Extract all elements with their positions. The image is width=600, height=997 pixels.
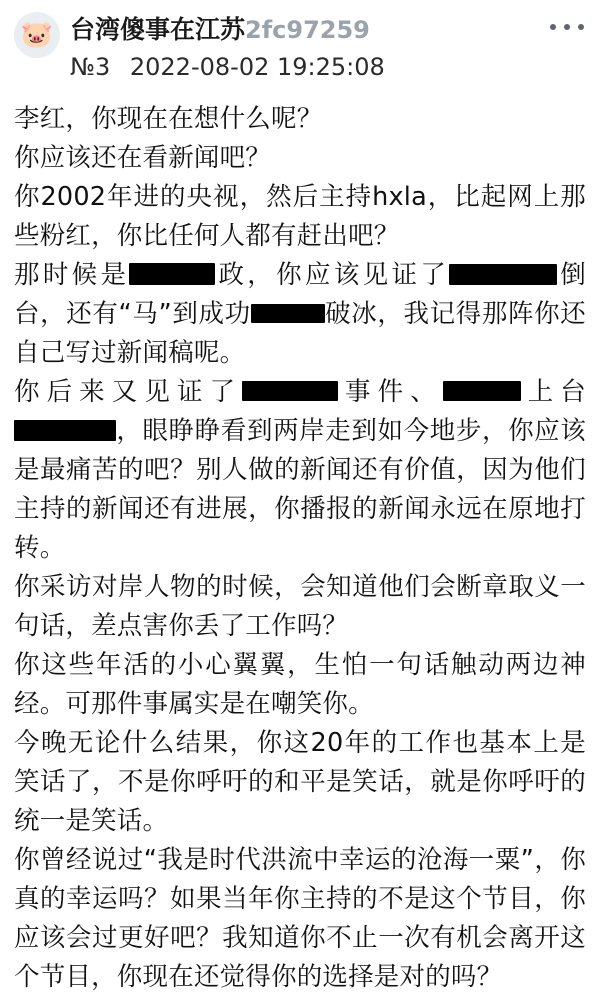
post-paragraph: 你这些年活的小心翼翼，生怕一句话触动两边神经。可那件事属实是在嘲笑你。: [14, 650, 586, 719]
paragraph-text-part: 上台: [520, 377, 586, 407]
post-paragraph: 今晚无论什么结果，你这20年的工作也基本上是笑话了，不是你呼吁的和平是笑话，就是你呼吁的统一是笑话。: [14, 728, 586, 836]
paragraph-text-part: 倒台，还有“马”到成功: [14, 260, 586, 329]
pig-avatar-icon: 🐷: [20, 20, 54, 50]
redaction-bar: [129, 263, 215, 285]
post-paragraph: 你2002年进的央视，然后主持hxla，比起网上那些粉红，你比任何人都有赶出吧？: [14, 182, 586, 251]
post-paragraph-redacted: [14, 373, 586, 568]
avatar[interactable]: [14, 12, 60, 58]
post-paragraph-redacted: [14, 256, 586, 373]
more-options-icon[interactable]: [550, 16, 584, 38]
paragraph-text-part: ，眼睁睁看到两岸走到如今地步，你应该是最痛苦的吧？别人做的新闻还有价值，因为他们主持的新闻还有进展，你播报的新闻永远在原地打转。: [14, 416, 586, 563]
post-paragraph: 李红，你现在在想什么呢？: [14, 104, 323, 134]
post-paragraph: 你采访对岸人物的时候，会知道他们会断章取义一句话，差点害你丢了工作吗？: [14, 572, 586, 641]
redaction-bar: [251, 304, 325, 323]
post-number: №3: [70, 53, 111, 81]
paragraph-text-part: 那时候是: [14, 260, 130, 290]
post-body: [14, 100, 586, 997]
post-paragraph: 你曾经说过“我是时代洪流中幸运的沧海一粟”，你真的幸运吗？如果当年你主持的不是这个节目，你应该会过更好吧？我知道你不止一次有机会离开这个节目，你现在还觉得你的选择是对的吗？: [14, 845, 586, 992]
more-dot: [564, 24, 570, 30]
paragraph-text-part: 破冰，我记得那阵你还自己写过新闻稿呢。: [14, 299, 586, 368]
post-timestamp: 2022-08-02 19:25:08: [129, 53, 385, 81]
paragraph-text-part: 政，你应该见证了: [215, 260, 450, 290]
redaction-bar: [449, 264, 557, 285]
redaction-bar: [14, 420, 116, 441]
redaction-bar: [443, 381, 521, 401]
post-meta: [70, 53, 586, 81]
username[interactable]: 台湾傻事在江苏: [70, 15, 246, 44]
more-dot: [550, 24, 556, 30]
user-id: 2fc97259: [245, 16, 370, 44]
post-paragraph: 你应该还在看新闻吧？: [14, 143, 272, 173]
more-dot: [578, 24, 584, 30]
name-line: [70, 10, 586, 46]
post-header-text: [70, 10, 586, 81]
paragraph-text-part: 你后来又见证了: [14, 377, 243, 407]
redaction-bar: [242, 381, 338, 401]
paragraph-text-part: 事件、: [338, 377, 443, 407]
post-header: [14, 10, 586, 88]
